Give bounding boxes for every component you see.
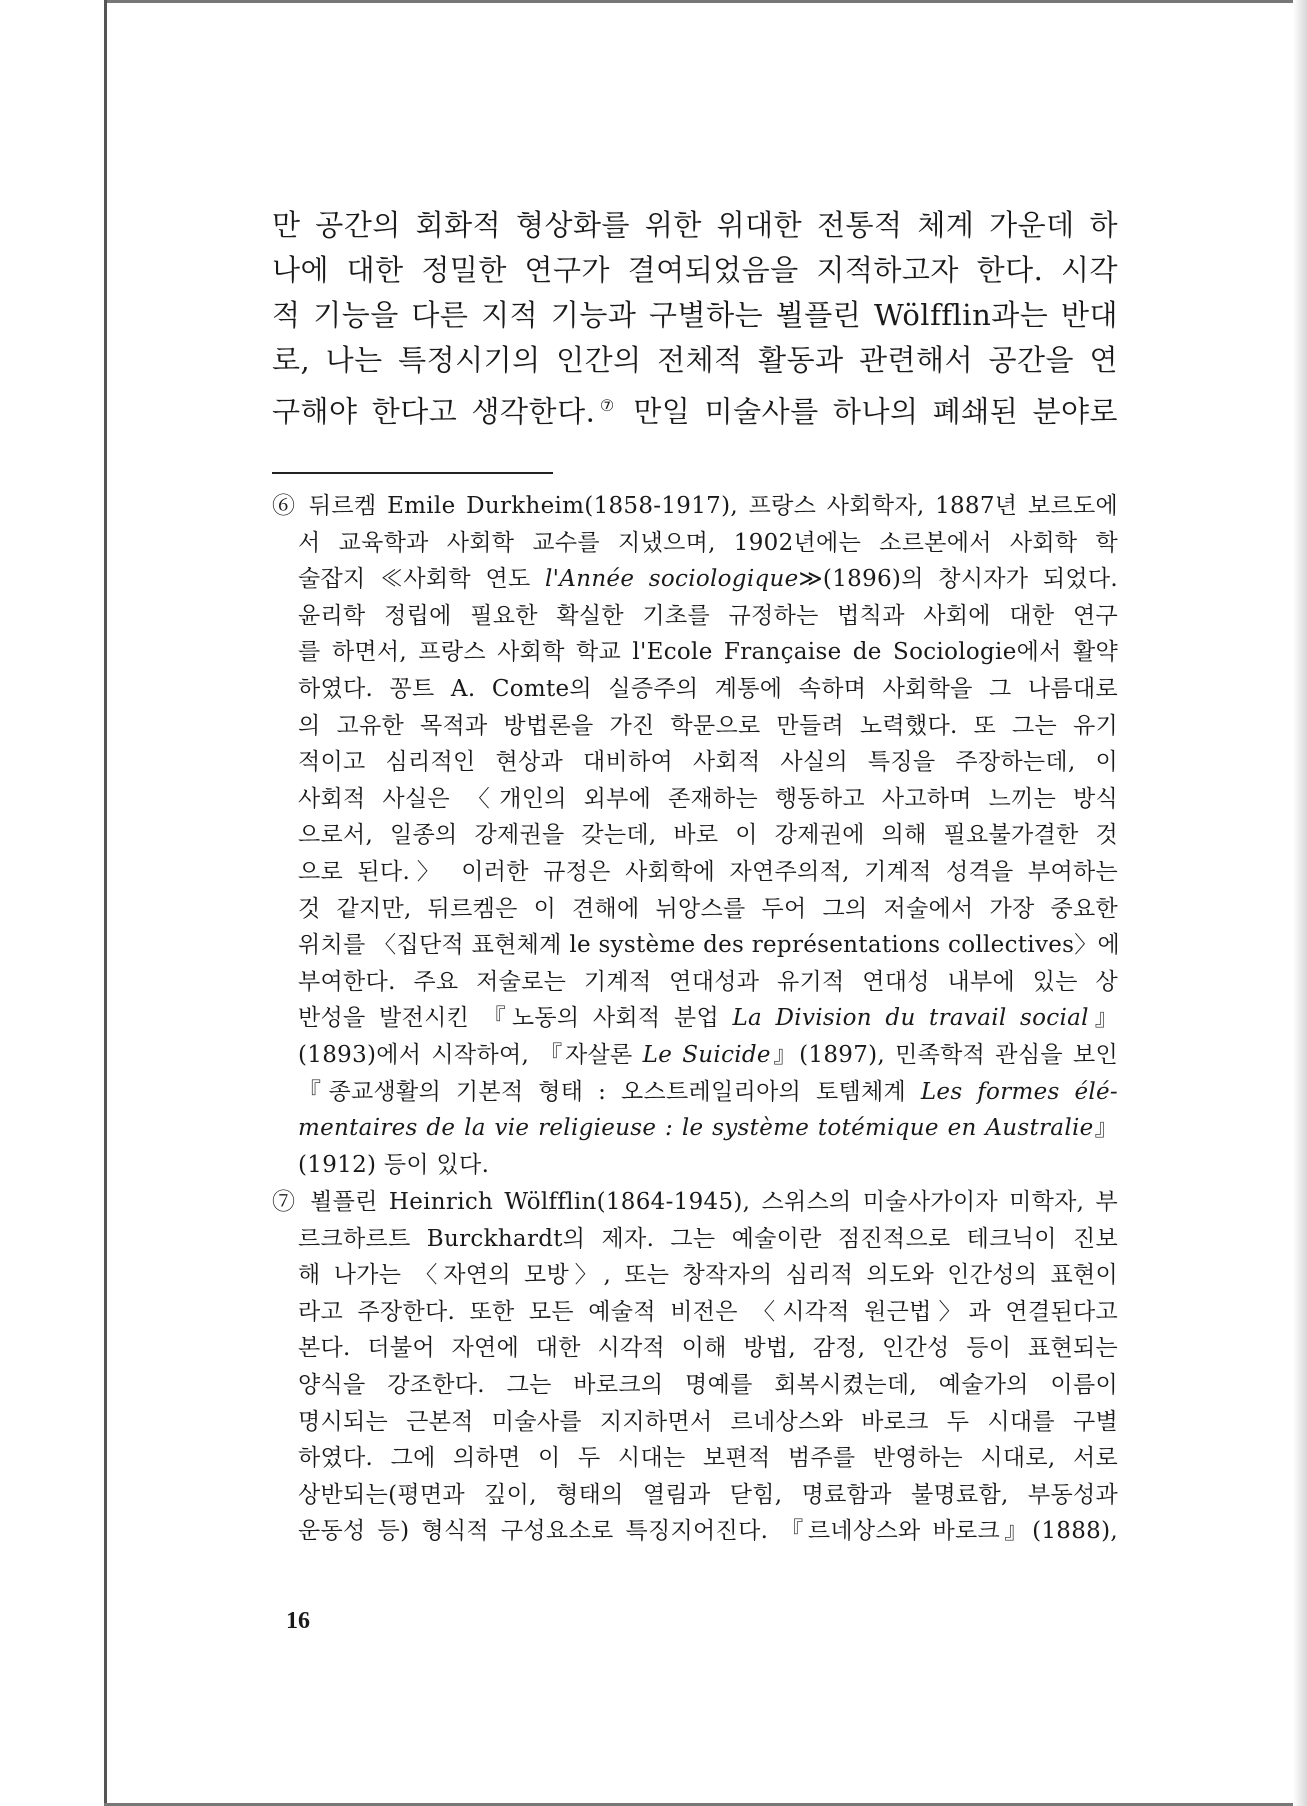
footnote-6-text: ≫(1896)의 창시자가 되었다. [798,566,1118,593]
footnote-6-line: ⑥ 뒤르켐 Emile Durkheim(1858-1917), 프랑스 사회학자, 1887년 보르도에 [272,493,1118,519]
book-title: La Division du travail social [732,1005,1089,1032]
footnote-6-text: 『종교생활의 기본적 형태 : 오스트레일리아의 토템체계 [298,1078,921,1105]
footnote-6-line [272,1074,1118,1111]
book-title: Les formes élé- [920,1078,1118,1105]
journal-title: l'Année sociologique [545,566,799,593]
main-line-4: 로, 나는 특정시기의 인간의 전체적 활동과 관련해서 공간을 연 [272,343,1118,377]
footnote-6-text: 반성을 발전시킨 『노동의 사회적 분업 [298,1005,733,1032]
main-line-1: 만 공간의 회화적 형상화를 위한 위대한 전통적 체계 가운데 하 [272,208,1118,242]
main-paragraph [272,203,1118,428]
book-title: Le Suicide [642,1041,771,1068]
footnote-7-line: 상반되는(평면과 깊이, 형태의 열림과 닫힘, 명료함과 불명료함, 부동성과 [298,1481,1118,1508]
footnote-6-text: 술잡지 ≪사회학 연도 [298,566,546,593]
footnote-6-line: 윤리학 정립에 필요한 확실한 기초를 규정하는 법칙과 사회에 대한 연구 [298,602,1118,629]
footnote-6-text: 』(1897), 민족학적 관심을 보인 [770,1041,1118,1068]
footnote-7-line: 르크하르트 Burckhardt의 제자. 그는 예술이란 점진적으로 테크닉이 진보 [298,1225,1118,1252]
footnote-6-line [272,1110,1118,1147]
footnote-6-line [272,1000,1118,1037]
main-line-5 [272,383,1118,428]
footnote-7-line: 양식을 강조한다. 그는 바로크의 명예를 회복시켰는데, 예술가의 이름이 [298,1371,1118,1398]
footnote-6-line: 서 교육학과 사회학 교수를 지냈으며, 1902년에는 소르본에서 사회학 학 [298,529,1118,556]
page-edge-top [104,0,1307,3]
footnote-divider [272,472,553,474]
main-line-2: 나에 대한 정밀한 연구가 결여되었음을 지적하고자 한다. 시각 [272,253,1118,287]
main-line-5-tail: 만일 미술사를 하나의 폐쇄된 분야로 [619,394,1118,429]
footnote-7 [272,1184,1118,1550]
footnote-6-line [272,1037,1118,1074]
footnote-6-line: 적이고 심리적인 현상과 대비하여 사회적 사실의 특징을 주장하는데, 이 [298,749,1118,776]
footnote-6-line: 위치를 〈집단적 표현체계 le système des représentations collectives〉에 [298,932,1121,959]
footnote-6 [272,488,1121,1183]
footnote-6-line: 부여한다. 주요 저술로는 기계적 연대성과 유기적 연대성 내부에 있는 상 [298,968,1118,995]
page-edge-left [104,0,107,1806]
footnote-7-line: 라고 주장한다. 또한 모든 예술적 비전은 〈시각적 원근법〉과 연결된다고 [298,1298,1118,1325]
footnote-6-line: (1912) 등이 있다. [298,1151,490,1178]
page-shadow-right [1293,0,1307,1806]
footnote-7-line: 운동성 등) 형식적 구성요소로 특징지어진다. 『르네상스와 바로크』(1888), [298,1518,1118,1545]
footnote-6-line: 으로서, 일종의 강제권을 갖는데, 바로 이 강제권에 의해 필요불가결한 것 [298,822,1118,849]
footnote-6-text: 』 [1088,1005,1118,1032]
footnote-6-line: 를 하면서, 프랑스 사회학 학교 l'Ecole Française de Sociologie에서 활약 [298,639,1118,666]
page-number: 16 [286,1608,310,1634]
footnote-6-line: 것 같지만, 뒤르켐은 이 견해에 뉘앙스를 두어 그의 저술에서 가장 중요한 [298,895,1118,922]
footnote-7-line: 하였다. 그에 의하면 이 두 시대는 보편적 범주를 반영하는 시대로, 서로 [298,1445,1118,1472]
footnote-7-line: 명시되는 근본적 미술사를 지지하면서 르네상스와 바로크 두 시대를 구별 [298,1408,1118,1435]
footnote-7-line: 본다. 더불어 자연에 대한 시각적 이해 방법, 감정, 인간성 등이 표현되는 [298,1335,1118,1362]
footnote-6-line: 사회적 사실은 〈개인의 외부에 존재하는 행동하고 사고하며 느끼는 방식 [298,785,1118,812]
footnote-ref-7: ⑦ [595,396,620,415]
main-line-3: 적 기능을 다른 지적 기능과 구별하는 뵐플린 Wölfflin과는 반대 [272,298,1118,332]
footnote-6-line: 의 고유한 목적과 방법론을 가진 학문으로 만들려 노력했다. 또 그는 유기 [298,712,1118,739]
main-line-5-text: 구해야 한다고 생각한다. [272,394,596,429]
footnote-7-line: ⑦ 뵐플린 Heinrich Wölfflin(1864-1945), 스위스의 미술사가이자 미학자, 부 [272,1189,1118,1215]
book-title: mentaires de la vie religieuse : le système totémique en Australie [298,1115,1094,1142]
footnote-6-text: 』 [1093,1115,1118,1142]
footnote-6-line: 으로 된다.〉 이러한 규정은 사회학에 자연주의적, 기계적 성격을 부여하는 [298,858,1118,885]
footnote-7-line: 해 나가는 〈자연의 모방〉, 또는 창작자의 심리적 의도와 인간성의 표현이 [298,1262,1118,1289]
footnote-6-text: (1893)에서 시작하여, 『자살론 [298,1041,643,1068]
footnote-6-line [272,561,1118,598]
footnote-6-line: 하였다. 꽁트 A. Comte의 실증주의 계통에 속하며 사회학을 그 나름대로 [298,675,1118,702]
